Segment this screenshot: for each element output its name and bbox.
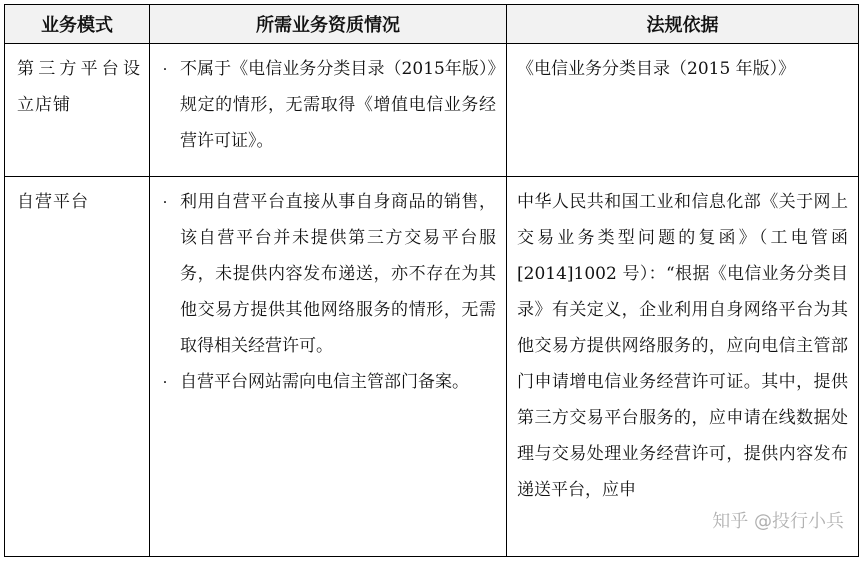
watermark: 知乎 @投行小兵 xyxy=(712,511,844,532)
bullet-icon: · xyxy=(162,373,168,391)
cell-requirements xyxy=(150,44,507,177)
qualification-table xyxy=(4,4,859,557)
header-row xyxy=(5,5,859,44)
list-item xyxy=(150,184,496,364)
table-row xyxy=(5,177,859,557)
list-item xyxy=(150,364,496,400)
header-legal-basis: 法规依据 xyxy=(507,5,859,44)
cell-mode: 自营平台 xyxy=(5,177,150,557)
cell-mode: 第三方平台设立店铺 xyxy=(5,44,150,177)
cell-legal-basis: 中华人民共和国工业和信息化部《关于网上交易业务类型问题的复函》（工电管函[2014]1002 号）：“根据《电信业务分类目录》有关定义，企业利用自身网络平台为其他交易方提供网络服务的，应向电信主管部门申请增电信业务经营许可证。其中，提供第三方交易平台服务的，应申请在线数据处理与交易处理业务经营许可，提供内容发布递送平台，应申 xyxy=(507,177,859,557)
requirement-text: 利用自营平台直接从事自身商品的销售，该自营平台并未提供第三方交易平台服务，未提供内容发布递送，亦不存在为其他交易方提供其他网络服务的情形，无需取得相关经营许可。 xyxy=(180,192,496,356)
requirement-text: 不属于《电信业务分类目录（2015年版）》规定的情形，无需取得《增值电信业务经营许可证》。 xyxy=(180,59,496,151)
bullet-icon: · xyxy=(162,60,168,78)
header-requirements: 所需业务资质情况 xyxy=(150,5,507,44)
table-row xyxy=(5,44,859,177)
list-item xyxy=(150,51,496,159)
cell-legal-basis: 《电信业务分类目录（2015 年版）》 xyxy=(507,44,859,177)
header-mode: 业务模式 xyxy=(5,5,150,44)
cell-requirements xyxy=(150,177,507,557)
bullet-icon: · xyxy=(162,193,168,211)
requirement-text: 自营平台网站需向电信主管部门备案。 xyxy=(180,372,469,392)
